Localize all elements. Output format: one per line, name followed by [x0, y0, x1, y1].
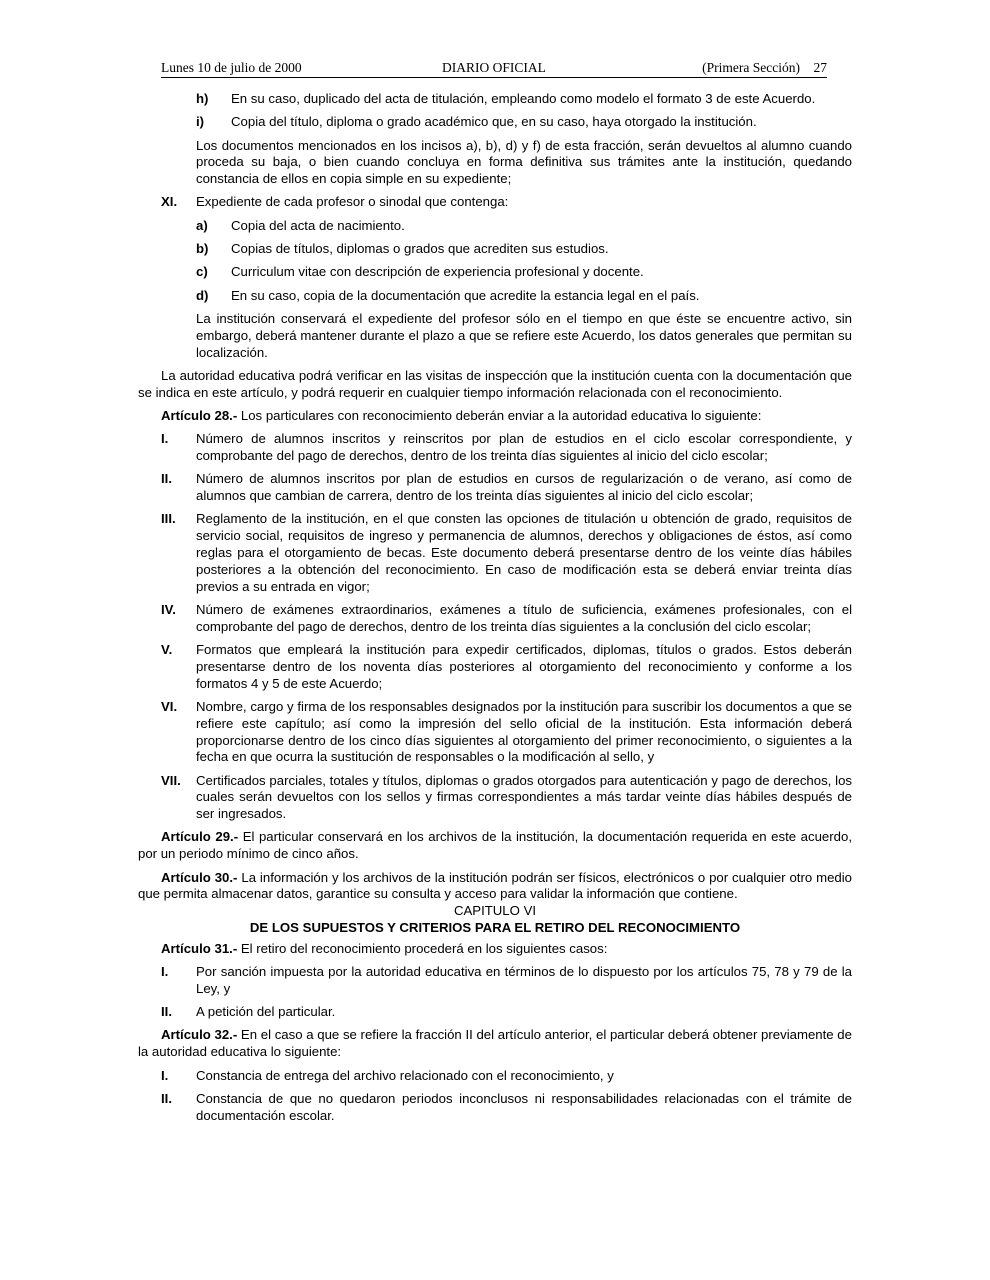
list-item: [138, 471, 852, 505]
item-marker: i): [196, 114, 205, 130]
item-marker: a): [196, 217, 208, 233]
item-text: Formatos que empleará la institución para expedir certificados, diplomas, títulos o grados. Estos deberán presentarse dentro de los noventa días posteriores al otorgamiento del reconocimiento y conforme a los formatos 4 y 5 de este Acuerdo;: [196, 642, 852, 691]
article-31: [138, 941, 852, 958]
page-header: [161, 59, 827, 77]
article-label: Artículo 32.-: [161, 1027, 238, 1043]
header-publication: DIARIO OFICIAL: [442, 60, 546, 75]
article-32: [138, 1027, 852, 1061]
item-marker: V.: [161, 642, 173, 658]
item-marker: VII.: [161, 772, 181, 788]
item-marker: c): [196, 264, 208, 280]
fraction-xi: [138, 194, 852, 211]
item-text: En su caso, duplicado del acta de titulación, empleando como modelo el formato 3 de este Acuerdo.: [231, 91, 816, 106]
item-text: En su caso, copia de la documentación que acredite la estancia legal en el país.: [231, 287, 700, 303]
item-text: Copia del acta de nacimiento.: [231, 217, 405, 233]
article-text: El particular conservará en los archivos de la institución, la documentación requerida en este acuerdo, por un periodo mínimo de cinco años.: [138, 829, 852, 862]
item-marker: VI.: [161, 698, 178, 714]
list-item: [138, 602, 852, 636]
item-text: Expediente de cada profesor o sinodal que contenga:: [196, 194, 509, 210]
page-body: [138, 91, 852, 1131]
article-label: Artículo 30.-: [161, 869, 238, 885]
item-text: Certificados parciales, totales y títulos, diplomas o grados otorgados para autenticación y pago de derechos, los cuales serán devueltos con los sellos y firmas correspondientes a más tardar veinte días hábiles después de ser ingresados.: [196, 772, 852, 822]
article-text: El retiro del reconocimiento procederá en los siguientes casos:: [240, 940, 608, 956]
fraction-x-note: Los documentos mencionados en los incisos a), b), d) y f) de esta fracción, serán devueltos al alumno cuando proceda su baja, o bien cuando concluya en forma definitiva sus trámites ante la institución, quedando constancia de ellos en copia simple en su expediente;: [196, 137, 852, 187]
item-marker: II.: [161, 1004, 172, 1020]
list-item: [138, 431, 852, 465]
item-text: Copias de títulos, diplomas o grados que acrediten sus estudios.: [231, 241, 609, 257]
list-item: [138, 1068, 852, 1085]
item-marker: I.: [161, 964, 169, 980]
item-text: Número de alumnos inscritos por plan de estudios en cursos de regularización o de verano, así como de alumnos que cambian de carrera, dentro de los treinta días siguientes al inicio del ciclo escolar;: [196, 471, 852, 504]
fraction-xi-note: La institución conservará el expediente del profesor sólo en el tiempo en que éste se encuentre activo, sin embargo, deberá mantener durante el plazo a que se refiere este Acuerdo, los datos generales que permitan su localización.: [196, 310, 852, 360]
list-item: [138, 1004, 852, 1021]
article-28: [138, 408, 852, 425]
list-item: [138, 699, 852, 766]
item-text: Reglamento de la institución, en el que consten las opciones de titulación u obtención de grado, requisitos de servicio social, requisitos de ingreso y permanencia de alumnos, derechos y obligaciones de éstos, así como reglas para el otorgamiento de becas. Este documento deberá presentarse dentro de los veinte días hábiles posteriores a la obtención del reconocimiento. En caso de modificación esta se deberá enviar treinta días previos a su entrada en vigor;: [196, 511, 852, 594]
article-text: La información y los archivos de la institución podrán ser físicos, electrónicos o por cualquier otro medio que permita almacenar datos, garantice su consulta y acceso para validar la información que contiene.: [138, 869, 852, 902]
article-label: Artículo 28.-: [161, 407, 238, 423]
item-marker: d): [196, 287, 209, 303]
item-marker: II.: [161, 1090, 172, 1106]
article-text: En el caso a que se refiere la fracción II del artículo anterior, el particular deberá obtener previamente de la autoridad educativa lo siguiente:: [138, 1027, 852, 1060]
list-item: [138, 964, 852, 998]
item-text: Constancia de que no quedaron periodos inconclusos ni responsabilidades relacionadas con el trámite de documentación escolar.: [196, 1090, 852, 1123]
chapter-number: CAPITULO VI: [453, 903, 537, 919]
item-marker: I.: [161, 431, 169, 447]
list-item: [138, 91, 852, 108]
item-text: Nombre, cargo y firma de los responsables designados por la institución para suscribir los documentos a que se refiere este capítulo; así como la impresión del sello oficial de la institución. Esta información deberá proporcionarse dentro de los cinco días siguientes al otorgamiento del primer reconocimiento, o siguientes a la fecha en que ocurra la sustitución de responsables o la modificación al sello, y: [196, 698, 852, 765]
header-section-page: [702, 59, 827, 77]
article-label: Artículo 31.-: [161, 940, 238, 956]
item-marker: IV.: [161, 601, 176, 617]
list-item: [138, 511, 852, 595]
item-marker: b): [196, 241, 209, 257]
item-marker: XI.: [161, 194, 178, 210]
item-text: Número de exámenes extraordinarios, exámenes a título de suficiencia, exámenes profesionales, con el comprobante del pago de derechos, dentro de los treinta días siguientes a la conclusión del ciclo escolar;: [196, 601, 852, 634]
header-page-number: 27: [813, 60, 827, 75]
item-marker: II.: [161, 471, 172, 487]
article-29: [138, 829, 852, 863]
article-30: [138, 870, 852, 904]
item-marker: h): [196, 91, 209, 106]
list-item: [138, 642, 852, 692]
list-item: [138, 114, 852, 131]
item-text: Por sanción impuesta por la autoridad educativa en términos de lo dispuesto por los artículos 75, 78 y 79 de la Ley, y: [196, 964, 852, 996]
list-item: [138, 1091, 852, 1125]
item-text: Copia del título, diploma o grado académico que, en su caso, haya otorgado la institución.: [231, 114, 757, 130]
article-text: Los particulares con reconocimiento deberán enviar a la autoridad educativa lo siguiente:: [240, 407, 762, 423]
item-marker: I.: [161, 1067, 169, 1083]
item-text: Curriculum vitae con descripción de experiencia profesional y docente.: [231, 264, 644, 280]
list-item: [138, 288, 852, 305]
header-section: (Primera Sección): [702, 60, 800, 75]
article-label: Artículo 29.-: [161, 829, 239, 845]
list-item: [138, 241, 852, 258]
item-marker: III.: [161, 511, 176, 527]
chapter-title: DE LOS SUPUESTOS Y CRITERIOS PARA EL RETIRO DEL RECONOCIMIENTO: [249, 919, 741, 935]
header-date: Lunes 10 de julio de 2000: [161, 60, 302, 75]
item-text: Número de alumnos inscritos y reinscritos por plan de estudios en el ciclo escolar correspondiente, y comprobante del pago de derechos, dentro de los treinta días siguientes al inicio del ciclo escolar;: [196, 431, 852, 464]
article-27-closing: La autoridad educativa podrá verificar en las visitas de inspección que la institución cuenta con la documentación que se indica en este artículo, y podrá requerir en cualquier tiempo información relacionada con el reconocimiento.: [138, 367, 852, 400]
list-item: [138, 264, 852, 281]
list-item: [138, 218, 852, 235]
list-item: [138, 773, 852, 823]
header-rule: [161, 77, 827, 78]
item-text: Constancia de entrega del archivo relacionado con el reconocimiento, y: [196, 1067, 614, 1083]
item-text: A petición del particular.: [196, 1004, 336, 1020]
